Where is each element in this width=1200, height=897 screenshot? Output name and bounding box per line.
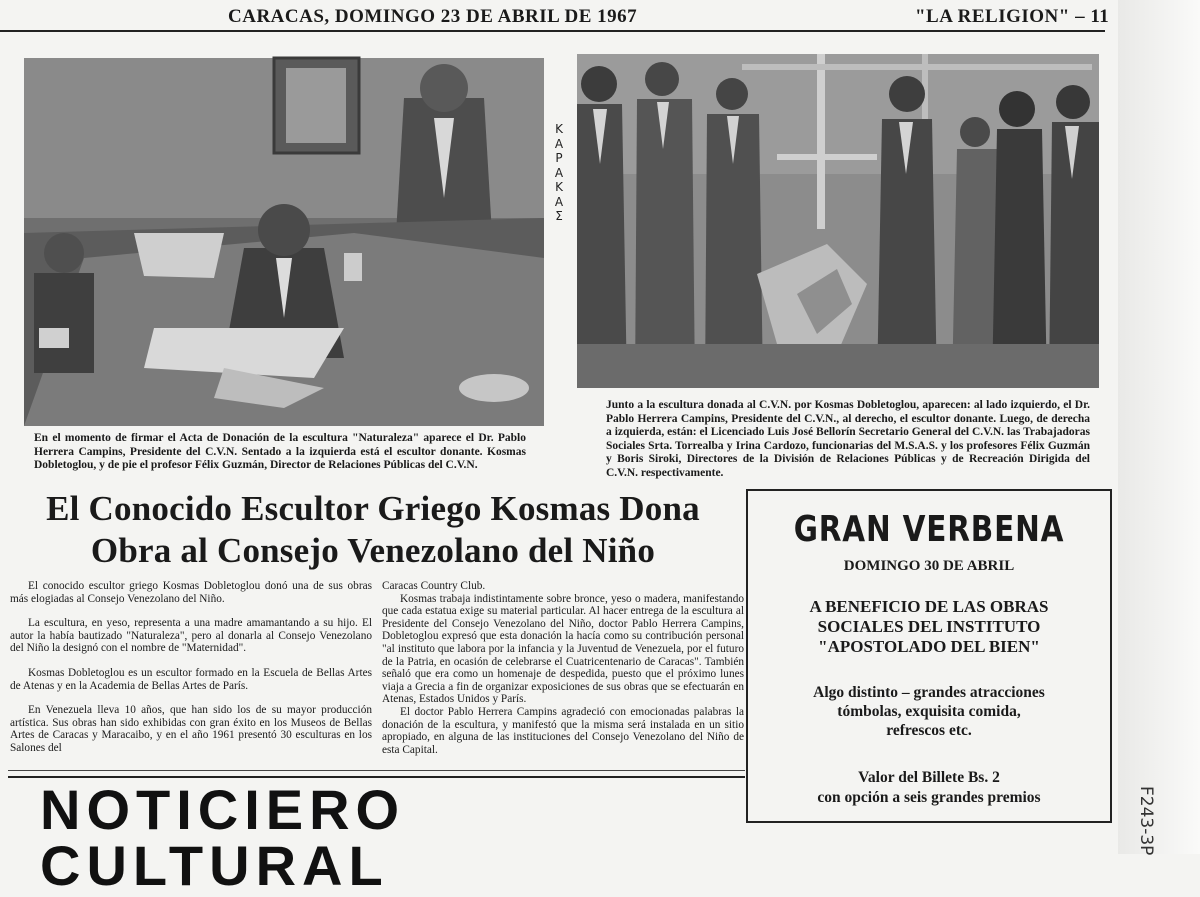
page-number-header: "LA RELIGION" – 11 — [915, 6, 1110, 27]
article-column-1 — [10, 580, 372, 767]
article-paragraph: El conocido escultor griego Kosmas Dobletoglou donó una de sus obras más elogiadas al Consejo Venezolano del Niño. — [10, 580, 372, 605]
archive-stamp: F243-3P — [1136, 786, 1156, 856]
article-paragraph: En Venezuela lleva 10 años, que han sido los de su mayor producción artística. Sus obras han sido exhibidas con gran éxito en los Museos de Bellas Artes de Caracas y Maracaibo, y en el año 1961 presentó 30 esculturas en los Salones del — [10, 704, 372, 754]
article-column-2 — [382, 580, 744, 756]
advertisement-gran-verbena — [746, 489, 1112, 823]
ad-price-line: Valor del Billete Bs. 2 — [858, 769, 1000, 786]
article-paragraph: Kosmas trabaja indistintamente sobre bronce, yeso o madera, manifestando que cada estatua exige su material particular. Al hacer entrega de la escultura al Presidente del Consejo Venezolano del Niño, doctor Pablo Herrera Campins, Dobletoglou expresó que esta donación la hacía como su contribución personal "al instituto que labora por la infancia y la Juventud de Venezuela, por el futuro de la Patria, en ocasión de celebrarse el Cuatricentenario de Caracas". También señaló que era como un homenaje de despedida, puesto que el próximo lunes viaja a Grecia a fin de organizar exposiciones de sus obras que se efectuarán en Atenas, Estados Unidos y París. — [382, 592, 744, 706]
ad-promo — [748, 683, 1110, 740]
ad-promo-line: Algo distinto – grandes atracciones — [813, 684, 1045, 701]
ad-promo-line: refrescos etc. — [886, 722, 972, 739]
ad-date: DOMINGO 30 DE ABRIL — [843, 558, 1015, 574]
vertical-tag: ΚΑΡΑΚΑΣ — [554, 122, 564, 223]
ad-benefit-line: SOCIALES DEL INSTITUTO — [817, 617, 1041, 636]
article-paragraph-continued: Caracas Country Club. — [382, 580, 486, 592]
headline-line-1: El Conocido Escultor Griego Kosmas Dona — [46, 489, 700, 528]
ad-benefit — [748, 597, 1110, 657]
ad-benefit-line: "APOSTOLADO DEL BIEN" — [818, 637, 1040, 656]
article-paragraph: El doctor Pablo Herrera Campins agradeció con emocionadas palabras la donación de la escultura, y manifestó que la misma será instalada en un sitio apropiado, en alguna de las instituciones del Consejo Venezolano del Niño de esta Capital. — [382, 705, 744, 756]
divider — [8, 770, 745, 771]
ad-promo-line: tómbolas, exquisita comida, — [837, 703, 1021, 720]
photo-caption-right: Junto a la escultura donada al C.V.N. por Kosmas Dobletoglou, aparecen: al lado izquierdo, el Dr. Pablo Herrera Campins, Presidente del C.V.N., al derecho, el escultor donante. Luego, de derecha a izquierda, están: el Licenciado Luis José Bellorín Secretario General del C.V.N. las Trabajadoras Sociales Srta. Torrealba y Irina Cardozo, funcionarias del M.S.A.S. y los profesores Félix Guzmán y Boris Siroki, Directores de la División de Relaciones Públicas y de Recreación Dirigida del C.V.N. respectivamente. — [606, 399, 1090, 479]
page-edge — [1118, 0, 1200, 854]
article-paragraph: Kosmas Dobletoglou es un escultor formado en la Escuela de Bellas Artes de Atenas y en la Academia de Bellas Artes de París. — [10, 666, 372, 692]
photo-caption-left: En el momento de firmar el Acta de Donación de la escultura "Naturaleza" aparece el Dr. Pablo Herrera Campins, Presidente del C.V.N. Sentado a la izquierda está el escultor donante. Kosmas Dobletoglou, y de pie el profesor Félix Guzmán, Director de Relaciones Públicas del C.V.N. — [34, 432, 526, 472]
headline-line-2: Obra al Consejo Venezolano del Niño — [90, 531, 656, 570]
article-headline — [8, 488, 738, 572]
ad-title: GRAN VERBENA — [793, 509, 1065, 550]
ad-benefit-line: A BENEFICIO DE LAS OBRAS — [809, 597, 1049, 616]
dateline: CARACAS, DOMINGO 23 DE ABRIL DE 1967 — [228, 6, 638, 27]
photo-signing-ceremony — [24, 58, 544, 426]
photo-group-with-sculpture — [577, 54, 1099, 388]
article-paragraph: La escultura, en yeso, representa a una madre amamantando a su hijo. El autor la había bautizado "Naturaleza", pero al donarla al Consejo Venezolano del Niño la designó con el nombre de "Maternidad". — [10, 617, 372, 655]
header-rule — [0, 30, 1105, 32]
cut-off-banner — [40, 778, 740, 897]
ad-price-line: con opción a seis grandes premios — [817, 789, 1041, 806]
ad-price — [748, 768, 1110, 808]
cut-off-banner-text: NOTICIERO CULTURAL — [40, 778, 406, 897]
